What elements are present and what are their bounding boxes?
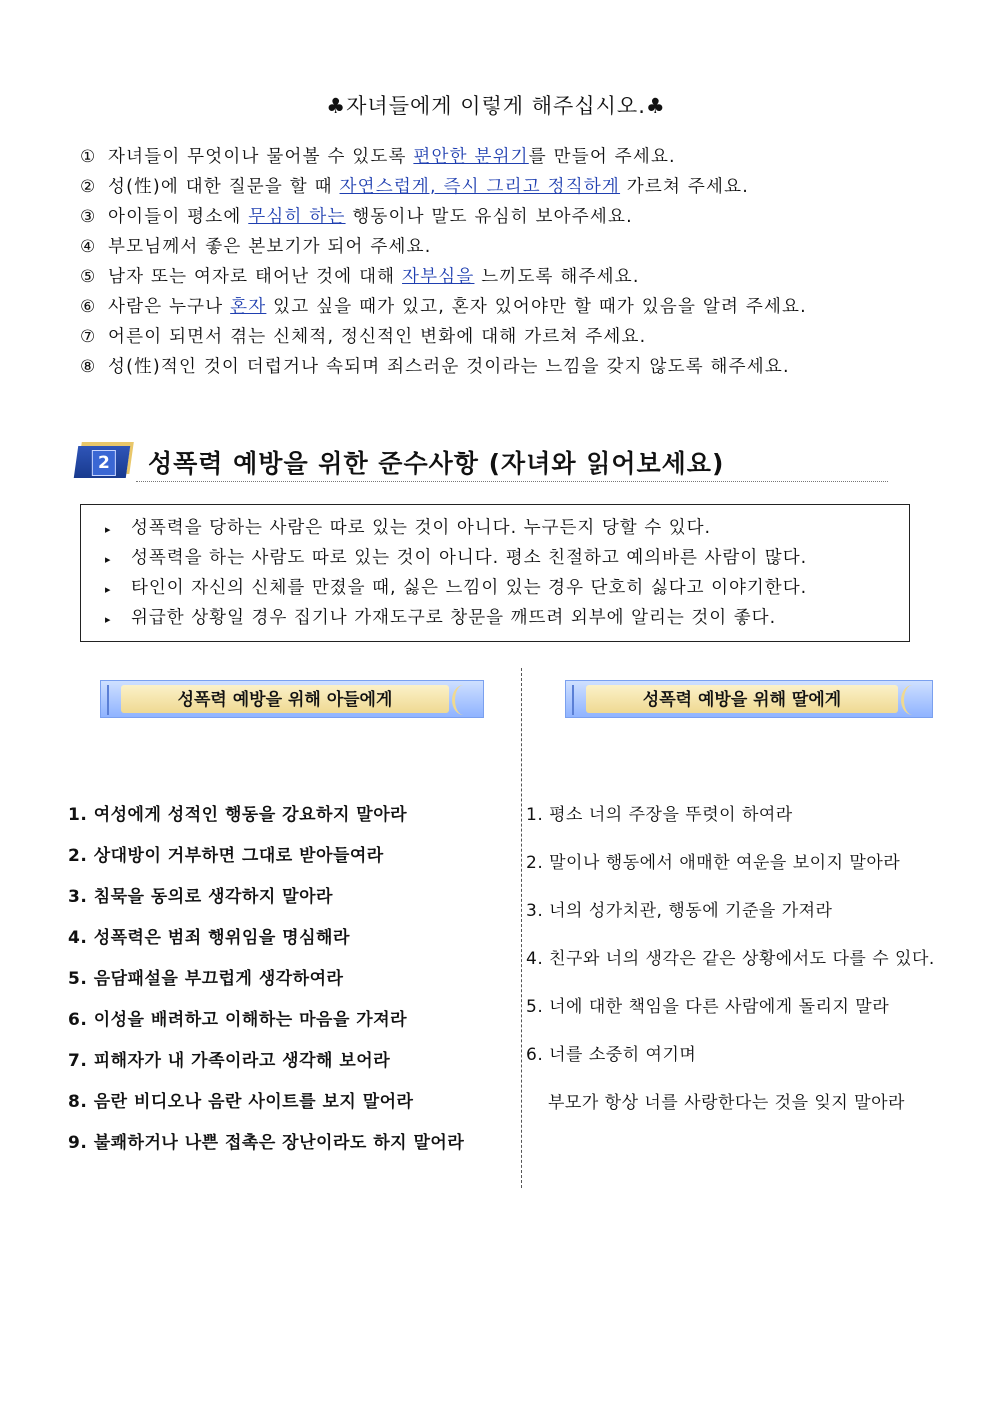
section-badge (74, 446, 130, 478)
list-item: 6. 이성을 배려하고 이해하는 마음을 가져라 (68, 1010, 408, 1030)
tip-highlight: 자연스럽게, 즉시 그리고 정직하게 (339, 177, 621, 197)
tip-item: ⑥ 사람은 누구나 혼자 있고 싶을 때가 있고, 혼자 있어야만 할 때가 있음을 알려 주세요. (80, 292, 940, 322)
list-item: 2. 말이나 행동에서 애매한 여운을 보이지 말아라 (526, 853, 901, 873)
section-title: 성폭력 예방을 위한 준수사항 (자녀와 읽어보세요) (148, 449, 725, 478)
tip-item: ① 자녀들이 무엇이나 물어볼 수 있도록 편안한 분위기를 만들어 주세요. (80, 142, 940, 172)
tip-item: ② 성(性)에 대한 질문을 할 때 자연스럽게, 즉시 그리고 정직하게 가르쳐 주세요. (80, 172, 940, 202)
daughters-banner-label: 성폭력 예방을 위해 딸에게 (586, 685, 898, 713)
list-item: 1. 평소 너의 주장을 뚜렷이 하여라 (526, 805, 793, 825)
tip-number: ⑤ (80, 267, 97, 287)
list-item: 9. 불쾌하거나 나쁜 접촉은 장난이라도 하지 말어라 (68, 1133, 465, 1153)
tip-highlight: 무심히 하는 (248, 207, 346, 227)
list-item: 2. 상대방이 거부하면 그대로 받아들여라 (68, 846, 384, 866)
tip-item: ⑧ 성(性)적인 것이 더럽거나 속되며 죄스러운 것이라는 느낌을 갖지 않도록 해주세요. (80, 352, 940, 382)
rule-item: ▸ 위급한 상황일 경우 집기나 가재도구로 창문을 깨뜨려 외부에 알리는 것이 좋다. (105, 603, 909, 633)
parent-tips-list (80, 142, 940, 382)
tip-highlight: 혼자 (230, 297, 267, 317)
arrow-right-icon: ▸ (105, 613, 112, 626)
list-item: 3. 침묵을 동의로 생각하지 말아라 (68, 887, 333, 907)
tip-number: ① (80, 147, 97, 167)
list-item: 7. 피해자가 내 가족이라고 생각해 보어라 (68, 1051, 391, 1071)
rules-box (80, 504, 910, 642)
tip-item: ④ 부모님께서 좋은 본보기가 되어 주세요. (80, 232, 940, 262)
scroll-curl-icon (901, 685, 924, 715)
page-title: ♣자녀들에게 이렇게 해주십시오.♣ (326, 94, 666, 118)
tip-number: ⑥ (80, 297, 97, 317)
list-item: 3. 너의 성가치관, 행동에 기준을 가져라 (526, 901, 833, 921)
arrow-right-icon: ▸ (105, 583, 112, 596)
tip-number: ⑧ (80, 357, 97, 377)
arrow-right-icon: ▸ (105, 523, 112, 536)
section-divider (136, 481, 888, 482)
tip-highlight: 자부심을 (402, 267, 475, 287)
list-item: 4. 성폭력은 범죄 행위임을 명심해라 (68, 928, 350, 948)
sons-list (68, 800, 508, 1169)
tip-number: ④ (80, 237, 97, 257)
section-header (76, 438, 888, 484)
list-item: 5. 너에 대한 책임을 다른 사람에게 돌리지 말라 (526, 997, 890, 1017)
scroll-curl-icon (452, 685, 475, 715)
arrow-right-icon: ▸ (105, 553, 112, 566)
sons-banner-label: 성폭력 예방을 위해 아들에게 (121, 685, 449, 713)
daughters-banner (565, 680, 933, 718)
sons-banner (100, 680, 484, 718)
rule-item: ▸ 타인이 자신의 신체를 만졌을 때, 싫은 느낌이 있는 경우 단호히 싫다고 이야기한다. (105, 573, 909, 603)
tip-highlight: 편안한 분위기 (413, 147, 529, 167)
section-number: 2 (92, 450, 116, 476)
tip-number: ③ (80, 207, 97, 227)
tip-item: ⑦ 어른이 되면서 겪는 신체적, 정신적인 변화에 대해 가르쳐 주세요. (80, 322, 940, 352)
list-item: 5. 음담패설을 부끄럽게 생각하여라 (68, 969, 344, 989)
rule-item: ▸ 성폭력을 하는 사람도 따로 있는 것이 아니다. 평소 친절하고 예의바른 사람이 많다. (105, 543, 909, 573)
list-item: 6. 너를 소중히 여기며 (526, 1045, 697, 1065)
tip-item: ⑤ 남자 또는 여자로 태어난 것에 대해 자부심을 느끼도록 해주세요. (80, 262, 940, 292)
list-item: 1. 여성에게 성적인 행동을 강요하지 말아라 (68, 805, 408, 825)
daughters-list (526, 800, 966, 1136)
list-item: 4. 친구와 너의 생각은 같은 상황에서도 다를 수 있다. (526, 949, 935, 969)
banner-decoration (572, 685, 582, 715)
column-divider (521, 668, 522, 1188)
tip-item: ③ 아이들이 평소에 무심히 하는 행동이나 말도 유심히 보아주세요. (80, 202, 940, 232)
list-item: 8. 음란 비디오나 음란 사이트를 보지 말어라 (68, 1092, 414, 1112)
tip-number: ⑦ (80, 327, 97, 347)
rule-item: ▸ 성폭력을 당하는 사람은 따로 있는 것이 아니다. 누구든지 당할 수 있다. (105, 513, 909, 543)
banner-decoration (107, 685, 117, 715)
list-item-continuation: 부모가 항상 너를 사랑한다는 것을 잊지 말아라 (548, 1093, 905, 1113)
tip-number: ② (80, 177, 97, 197)
